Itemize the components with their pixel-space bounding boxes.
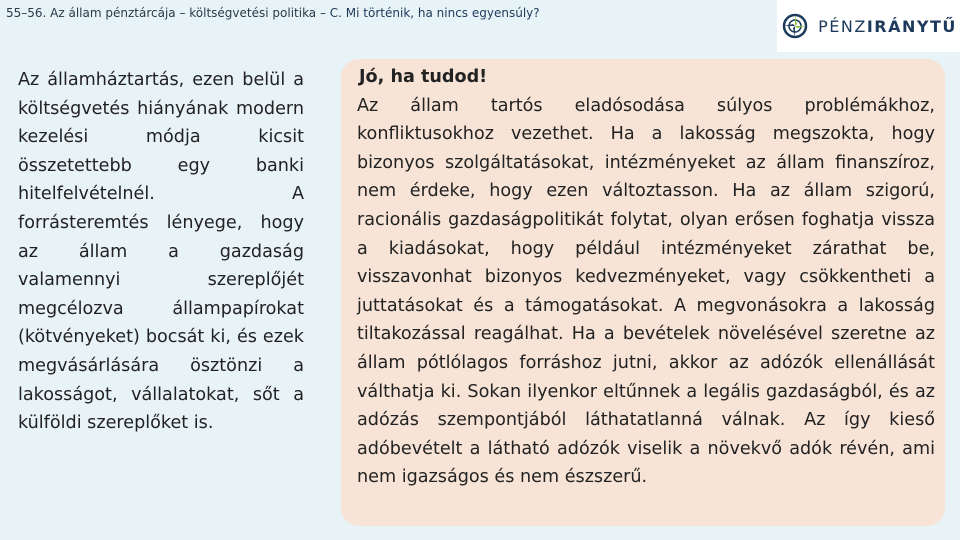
info-card [341, 59, 945, 526]
logo-text-regular: PÉNZ [818, 16, 867, 36]
info-card-title: Jó, ha tudod! [359, 67, 488, 87]
info-card-body: Az állam tartós eladósodása súlyos problémákhoz, konfliktusokhoz vezethet. Ha a lakosság megszokta, hogy bizonyos szolgáltatásokat, intézményeket az állam finanszíroz, nem érdeke, hogy ezen változtasson. Ha az állam szigorú, racionális gazdaságpolitikát folytat, olyan erősen foghatja vissza a kiadásokat, hogy például intézményeket zárathat be, visszavonhat bizonyos kedvezményeket, vagy csökkentheti a juttatásokat és a támogatásokat. A megvonásokra a lakosság tiltakozással reagálhat. Ha a bevételek növelésével szeretne az állam pótlólagos forráshoz jutni, akkor az adózók ellenállását válthatja ki. Sokan ilyenkor eltűnnek a legális gazdaságból, és az adózás szempontjából láthatatlanná válnak. Az így kieső adóbevételt a látható adózók viselik a növekvő adók révén, ami nem igazságos és nem észszerű. [357, 95, 935, 488]
header-title-main: 55–56. Az állam pénztárcája – költségvetési politika – [6, 6, 330, 20]
penziranytu-logo [777, 0, 960, 52]
logo-text-bold: IRÁNYTŰ [866, 16, 957, 36]
page-header [6, 6, 766, 20]
logo-wordmark [818, 17, 957, 36]
left-column-text: Az államháztartás, ezen belül a költségvetés hiányának modern kezelési módja kicsit összetettebb egy banki hitelfelvételnél. A forrásteremtés lényege, hogy az állam a gazdaság valamennyi szereplőjét megcélozva állampapírokat (kötvényeket) bocsát ki, és ezek megvásárlására ösztönzi a lakosságot, vállalatokat, sőt a külföldi szereplőket is. [18, 70, 304, 434]
compass-icon [780, 11, 810, 41]
header-title-section: C. Mi történik, ha nincs egyensúly? [329, 6, 540, 20]
